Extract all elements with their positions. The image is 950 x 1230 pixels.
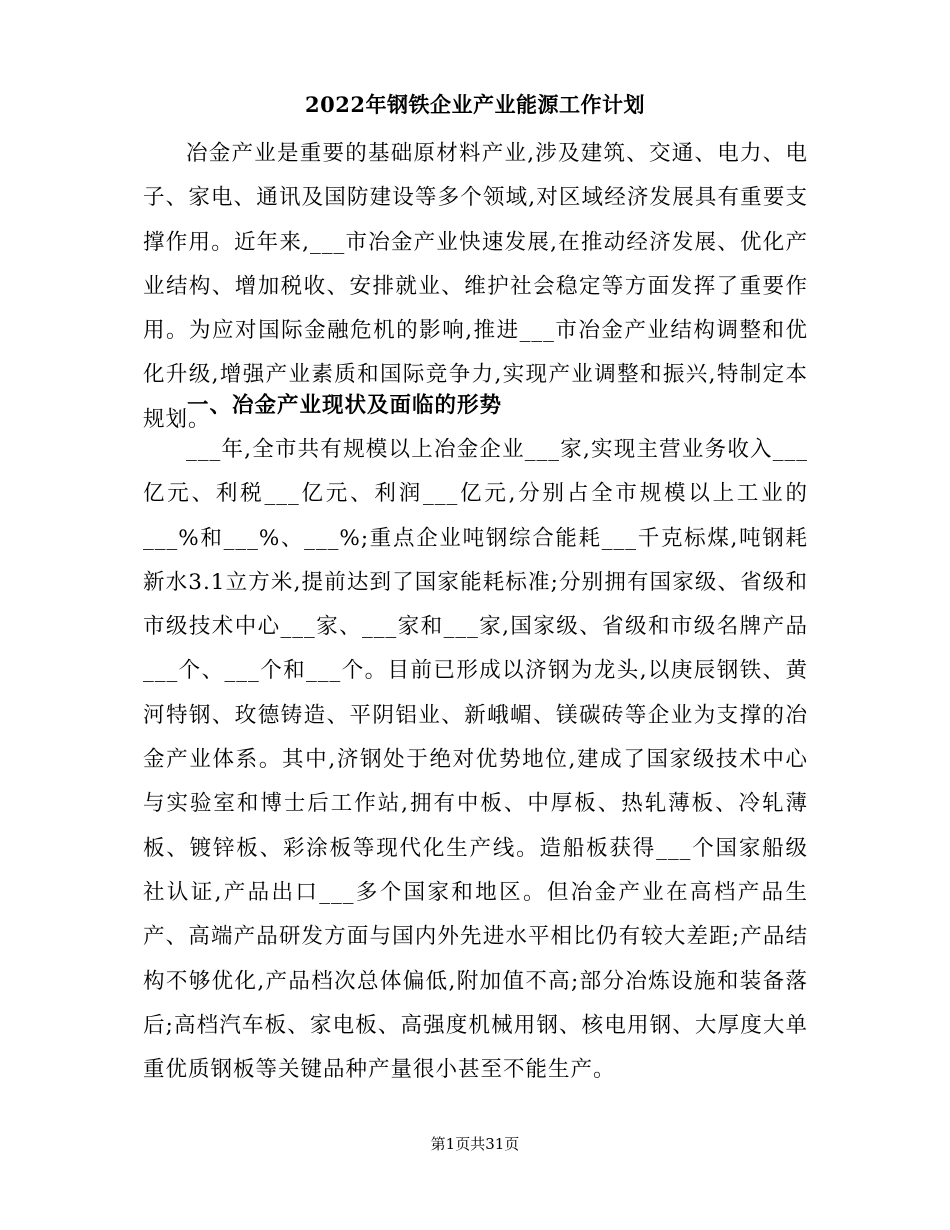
section-heading: 一、冶金产业现状及面临的形势: [187, 393, 503, 418]
document-title: 2022年钢铁企业产业能源工作计划: [305, 92, 645, 117]
paragraph-status: ___年,全市共有规模以上冶金企业___家,实现主营业务收入___亿元、利税___亿元、利润___亿元,分别占全市规模以上工业的___%和___%、___%;重点企业吨钢综合能耗___千克标煤,吨钢耗新水3.1立方米,提前达到了国家能耗标准;分别拥有国家级、省级和市级技术中心___家、___家和___家,国家级、省级和市级名牌产品___个、___个和___个。目前已形成以济钢为龙头,以庚辰钢铁、黄河特钢、玫德铸造、平阴铝业、新峨嵋、镁碳砖等企业为支撑的冶金产业体系。其中,济钢处于绝对优势地位,建成了国家级技术中心与实验室和博士后工作站,拥有中板、中厚板、热轧薄板、冷轧薄板、镀锌板、彩涂板等现代化生产线。造船板获得___个国家船级社认证,产品出口___多个国家和地区。但冶金产业在高档产品生产、高端产品研发方面与国内外先进水平相比仍有较大差距;产品结构不够优化,产品档次总体偏低,附加值不高;部分冶炼设施和装备落后;高档汽车板、家电板、高强度机械用钢、核电用钢、大厚度大单重优质钢板等关键品种产量很小甚至不能生产。: [143, 437, 808, 1083]
status-section: [143, 428, 808, 1092]
page-footer: 第1页共31页: [430, 1135, 520, 1153]
paragraph-intro: 冶金产业是重要的基础原材料产业,涉及建筑、交通、电力、电子、家电、通讯及国防建设等多个领域,对区域经济发展具有重要支撑作用。近年来,___市冶金产业快速发展,在推动经济发展、优化产业结构、增加税收、安排就业、维护社会稳定等方面发挥了重要作用。为应对国际金融危机的影响,推进___市冶金产业结构调整和优化升级,增强产业素质和国际竞争力,实现产业调整和振兴,特制定本规划。: [143, 141, 808, 432]
